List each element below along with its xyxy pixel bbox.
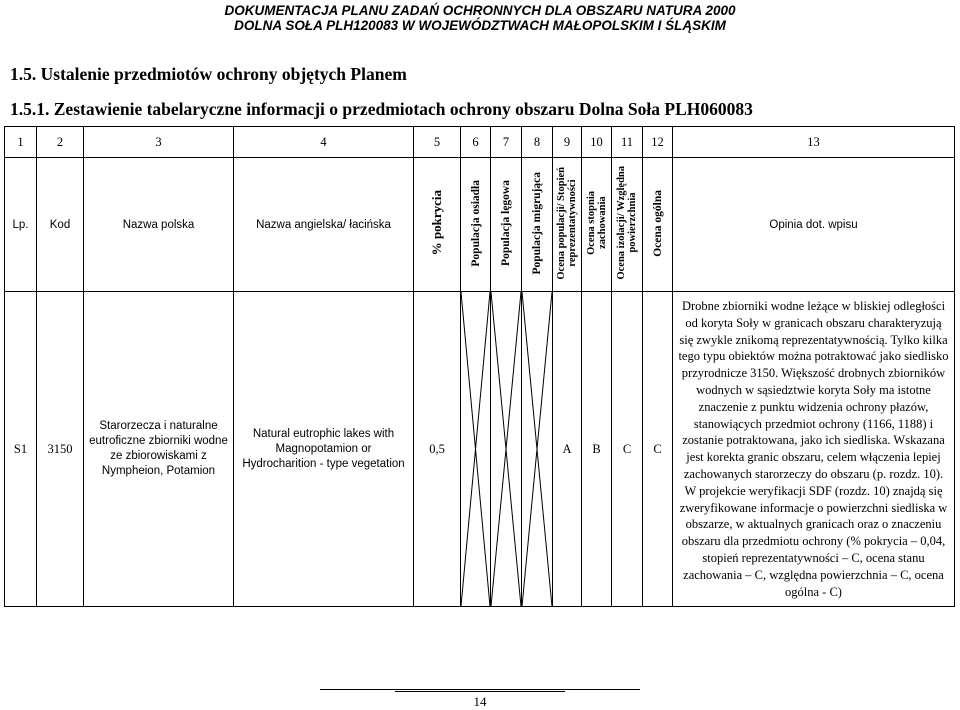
cell-populacja-osiadla-crossed: [461, 292, 491, 607]
header-populacja-legowa: Populacja lęgowa: [500, 180, 512, 266]
cross-out-mark: [491, 292, 521, 606]
column-number-row: [5, 127, 955, 158]
page-number: 14: [473, 694, 487, 709]
document-header-line-1: DOKUMENTACJA PLANU ZADAŃ OCHRONNYCH DLA OBSZARU NATURA 2000: [224, 3, 736, 18]
column-number: 8: [522, 127, 553, 158]
cell-pokrycia: 0,5: [414, 292, 461, 607]
header-ocena-ogolna: Ocena ogólna: [651, 189, 664, 257]
cross-out-mark: [522, 292, 552, 606]
header-pokrycia: % pokrycia: [429, 190, 444, 256]
subsection-title: 1.5.1. Zestawienie tabelaryczne informacji o przedmiotach ochrony obszaru Dolna Soła PLH060083: [10, 99, 753, 119]
header-ocena-populacji: Ocena populacji/ Stopień reprezentatywności: [556, 166, 578, 280]
column-number: 3: [84, 127, 234, 158]
cell-ogolna: C: [643, 292, 673, 607]
header-ocena-izolacji: Ocena izolacji/ Względna powierzchnia: [616, 166, 638, 280]
header-populacja-osiadla: Populacja osiadła: [469, 179, 482, 267]
footer-rule: [320, 689, 640, 690]
header-nazwa-polska: Nazwa polska: [84, 158, 234, 292]
column-number: 10: [582, 127, 612, 158]
column-number: 7: [491, 127, 522, 158]
cell-izolacji: C: [612, 292, 643, 607]
cell-lp: S1: [5, 292, 37, 607]
column-number: 13: [673, 127, 955, 158]
cell-nazwa-polska: Starorzecza i naturalne eutroficzne zbiorniki wodne ze zbiorowiskami z Nympheion, Potamion: [84, 292, 234, 607]
section-title: 1.5. Ustalenie przedmiotów ochrony objętych Planem: [10, 64, 407, 84]
protection-subjects-table: [4, 126, 955, 607]
cell-kod: 3150: [37, 292, 84, 607]
header-pokrycia-cell: [414, 158, 461, 292]
table-row: [5, 292, 955, 607]
header-legowa-cell: [491, 158, 522, 292]
cell-reprezentatywnosc: A: [553, 292, 582, 607]
cell-zachowania: B: [582, 292, 612, 607]
header-reprezentatywnosc-cell: [553, 158, 582, 292]
header-populacja-migrujaca: Populacja migrująca: [531, 171, 543, 275]
footer-rule-short: [395, 691, 565, 692]
header-ocena-stopnia-zachowania: Ocena stopnia zachowania: [585, 191, 608, 255]
cell-opinia: Drobne zbiorniki wodne leżące w bliskiej odległości od koryta Soły w granicach obszaru charakteryzują się zwykle znikomą reprezentatywnością. Tylko kilka tego typu obiektów można potraktować jako siedlisko przyrodnicze 3150. Większość drobnych zbiorników wodnych w sąsiedztwie koryta Soły ma istotne znaczenie z punktu widzenia ochrony płazów, stanowiących przedmiot ochrony (1166, 1188) i zostanie potraktowana, jako ich siedliska. Wskazana jest korekta granic obszaru, celem włączenia lepiej zachowanych starorzeczy do obszaru (p. rozdz. 10). W projekcie weryfikacji SDF (rozdz. 10) znajdą się zweryfikowane informacje o powierzchni siedliska w obszarze, w aktualnych granicach oraz o znaczeniu obszaru dla przedmiotu ochrony (% pokrycia – 0,04, stopień reprezentatywności – C, ocena stanu zachowania – C, względna powierzchnia – C, ocena ogólna - C): [673, 292, 955, 607]
cross-out-mark: [461, 292, 490, 606]
header-nazwa-angielska: Nazwa angielska/ łacińska: [234, 158, 414, 292]
header-osiadla-cell: [461, 158, 491, 292]
header-opinia: Opinia dot. wpisu: [673, 158, 955, 292]
column-number: 6: [461, 127, 491, 158]
column-number: 11: [612, 127, 643, 158]
cell-populacja-legowa-crossed: [491, 292, 522, 607]
document-header-line-2: DOLNA SOŁA PLH120083 W WOJEWÓDZTWACH MAŁOPOLSKIM I ŚLĄSKIM: [234, 18, 726, 33]
header-lp: Lp.: [5, 158, 37, 292]
cell-nazwa-angielska: Natural eutrophic lakes with Magnopotamion or Hydrocharition - type vegetation: [234, 292, 414, 607]
header-izolacji-cell: [612, 158, 643, 292]
header-zachowania-cell: [582, 158, 612, 292]
column-number: 2: [37, 127, 84, 158]
header-kod: Kod: [37, 158, 84, 292]
column-number: 5: [414, 127, 461, 158]
column-number: 1: [5, 127, 37, 158]
column-number: 4: [234, 127, 414, 158]
header-ogolna-cell: [643, 158, 673, 292]
cell-populacja-migrujaca-crossed: [522, 292, 553, 607]
column-number: 9: [553, 127, 582, 158]
header-migrujaca-cell: [522, 158, 553, 292]
column-number: 12: [643, 127, 673, 158]
header-row: [5, 158, 955, 292]
